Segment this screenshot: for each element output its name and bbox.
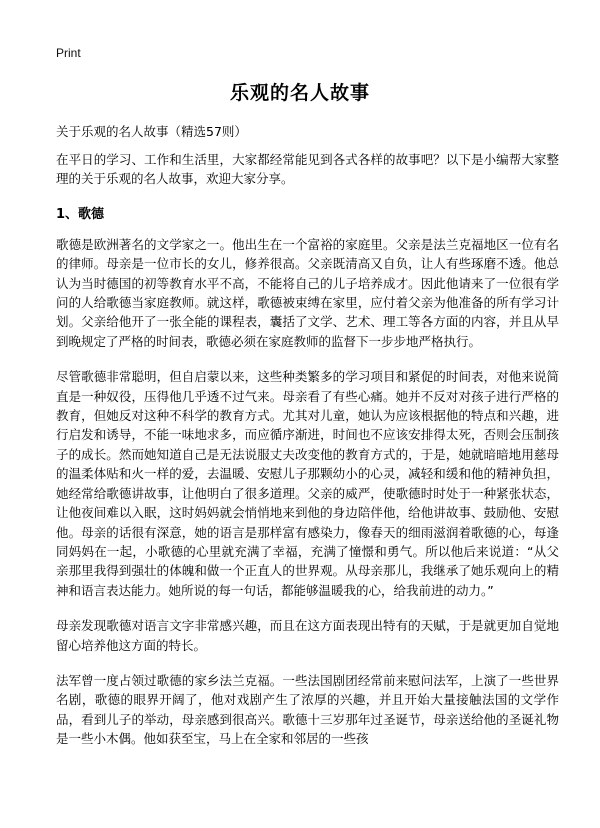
document-subtitle: 关于乐观的名人故事（精选57则） [56, 124, 247, 139]
body-paragraph: 母亲发现歌德对语言文字非常感兴趣，而且在这方面表现出特有的天赋，于是就更加自觉地留心培养他这方面的特长。 [56, 618, 559, 653]
document-body [56, 150, 559, 765]
intro-paragraph: 在平日的学习、工作和生活里，大家都经常能见到各式各样的故事吧？以下是小编帮大家整理的关于乐观的名人故事，欢迎大家分享。 [56, 152, 559, 187]
print-link[interactable]: Print [56, 46, 81, 60]
body-paragraph: 法军曾一度占领过歌德的家乡法兰克福。一些法国剧团经常前来慰问法军，上演了一些世界名剧，歌德的眼界开阔了，他对戏剧产生了浓厚的兴趣，并且开始大量接触法国的文学作品，看到儿子的举动，母亲感到很高兴。歌德十三岁那年过圣诞节，母亲送给他的圣诞礼物是一些小木偶。他如获至宝，马上在全家和邻居的一些孩 [56, 672, 559, 747]
document-title: 乐观的名人故事 [229, 82, 370, 104]
body-paragraph: 歌德是欧洲著名的文学家之一。他出生在一个富裕的家庭里。父亲是法兰克福地区一位有名的律师。母亲是一位市长的女儿，修养很高。父亲既清高又自负，让人有些琢磨不透。他总认为当时德国的初等教育水平不高，不能将自己的儿子培养成才。因此他请来了一位很有学问的人给歌德当家庭教师。就这样，歌德被束缚在家里，应付着父亲为他准备的所有学习计划。父亲给他开了一张全能的课程表，囊括了文学、艺术、理工等各方面的内容，并且从早到晚规定了严格的时间表，歌德必须在家庭教师的监督下一步步地严格执行。 [56, 236, 559, 349]
body-paragraph: 尽管歌德非常聪明，但自启蒙以来，这些种类繁多的学习项目和紧促的时间表，对他来说简直是一种奴役，压得他几乎透不过气来。母亲看了有些心痛。她并不反对对孩子进行严格的教育，但她反对这种不科学的教育方式。尤其对儿童，她认为应该根据他的特点和兴趣，进行启发和诱导，不能一味地求多，而应循序渐进，时间也不应该安排得太死，否则会压制孩子的成长。然而她知道自己是无法说服丈夫改变他的教育方式的，于是，她就暗暗地用慈母的温柔体贴和火一样的爱，去温暖、安慰儿子那颗幼小的心灵，减轻和缓和他的精神负担，她经常给歌德讲故事，让他明白了很多道理。父亲的威严，使歌德时时处于一种紧张状态，让他夜间难以入眠，这时妈妈就会悄悄地来到他的身边陪伴他，给他讲故事、鼓励他、安慰他。母亲的话很有深意，她的语言是那样富有感染力，像春天的细雨滋润着歌德的心，每逢同妈妈在一起，小歌德的心里就充满了幸福，充满了憧憬和勇气。所以他后来说道：“从父亲那里我得到强壮的体魄和做一个正直人的世界观。从母亲那儿，我继承了她乐观向上的精神和语言表达能力。她所说的每一句话，都能够温暖我的心，给我前进的动力。” [56, 369, 559, 598]
section-heading: 1、歌德 [56, 206, 105, 222]
